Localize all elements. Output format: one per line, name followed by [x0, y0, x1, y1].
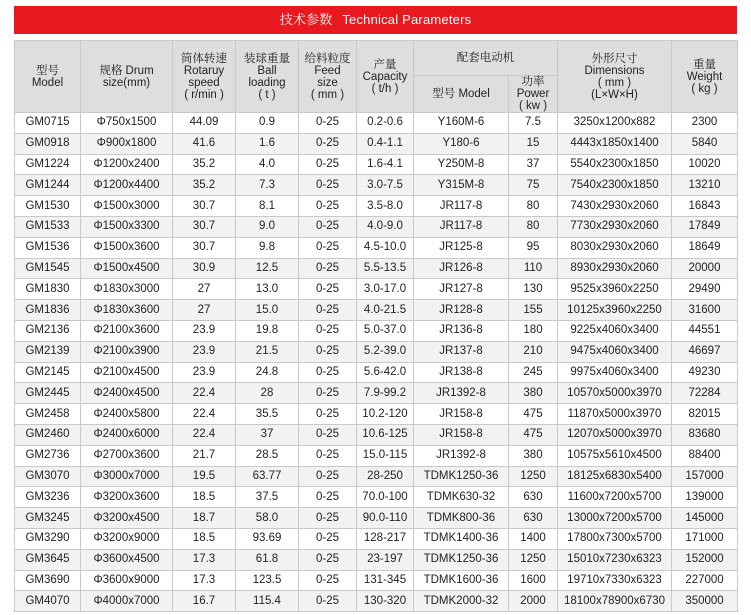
table-cell: 17849	[672, 216, 738, 237]
table-cell: 123.5	[236, 570, 299, 591]
table-row	[15, 424, 738, 445]
table-cell: GM1545	[15, 258, 81, 279]
table-cell: GM2136	[15, 320, 81, 341]
table-cell: 380	[509, 383, 558, 404]
table-cell: 0-25	[299, 424, 357, 445]
table-cell: 10575x5610x4500	[558, 445, 672, 466]
table-cell: GM1830	[15, 279, 81, 300]
header-weight: 重量 Weight ( kg )	[672, 41, 738, 113]
table-cell: 9225x4060x3400	[558, 320, 672, 341]
table-cell: 5540x2300x1850	[558, 154, 672, 175]
table-cell: 0.4-1.1	[357, 133, 414, 154]
table-cell: 95	[509, 237, 558, 258]
table-cell: GM3690	[15, 570, 81, 591]
table-cell: 11600x7200x5700	[558, 487, 672, 508]
table-cell: 7.3	[236, 175, 299, 196]
table-cell: 155	[509, 300, 558, 321]
table-cell: TDMK1400-36	[414, 528, 509, 549]
table-row	[15, 175, 738, 196]
table-cell: 72284	[672, 383, 738, 404]
table-cell: 15.0	[236, 300, 299, 321]
table-cell: 1.6	[236, 133, 299, 154]
header-spec: 规格 Drum size(mm)	[81, 41, 173, 113]
table-cell: Φ1500x3300	[81, 216, 173, 237]
table-cell: 0-25	[299, 508, 357, 529]
table-cell: Y250M-8	[414, 154, 509, 175]
table-cell: 180	[509, 320, 558, 341]
table-cell: 21.7	[173, 445, 236, 466]
table-cell: 1.6-4.1	[357, 154, 414, 175]
table-cell: 29490	[672, 279, 738, 300]
table-cell: 0-25	[299, 549, 357, 570]
table-cell: 5.5-13.5	[357, 258, 414, 279]
table-cell: 19.8	[236, 320, 299, 341]
table-cell: Φ4000x7000	[81, 591, 173, 612]
table-cell: 19.5	[173, 466, 236, 487]
table-cell: 0-25	[299, 528, 357, 549]
table-cell: 227000	[672, 570, 738, 591]
table-cell: 0.2-0.6	[357, 113, 414, 134]
table-row	[15, 549, 738, 570]
table-cell: 30.7	[173, 196, 236, 217]
table-cell: Φ2400x5800	[81, 404, 173, 425]
table-cell: 2000	[509, 591, 558, 612]
table-cell: 1250	[509, 466, 558, 487]
table-cell: Φ2400x4500	[81, 383, 173, 404]
table-cell: Y315M-8	[414, 175, 509, 196]
table-cell: 0-25	[299, 383, 357, 404]
table-cell: TDMK1250-36	[414, 549, 509, 570]
table-cell: 245	[509, 362, 558, 383]
table-row	[15, 362, 738, 383]
table-cell: JR125-8	[414, 237, 509, 258]
table-cell: 63.77	[236, 466, 299, 487]
table-cell: 15.0-115	[357, 445, 414, 466]
table-row	[15, 300, 738, 321]
table-cell: 35.2	[173, 175, 236, 196]
table-cell: 23.9	[173, 341, 236, 362]
table-cell: GM2145	[15, 362, 81, 383]
table-cell: GM3645	[15, 549, 81, 570]
header-dimensions: 外形尺寸 Dimensions ( mm ) (L×W×H)	[558, 41, 672, 113]
table-cell: 0-25	[299, 133, 357, 154]
table-row	[15, 279, 738, 300]
table-cell: GM0715	[15, 113, 81, 134]
table-cell: 9.8	[236, 237, 299, 258]
table-cell: 7430x2930x2060	[558, 196, 672, 217]
table-row	[15, 258, 738, 279]
table-cell: 31600	[672, 300, 738, 321]
table-cell: TDMK1250-36	[414, 466, 509, 487]
header-power: 功率 Power ( kw )	[509, 76, 558, 113]
table-cell: GM0918	[15, 133, 81, 154]
table-cell: JR137-8	[414, 341, 509, 362]
table-title	[14, 6, 737, 34]
table-cell: GM1533	[15, 216, 81, 237]
table-cell: 3.0-17.0	[357, 279, 414, 300]
table-row	[15, 133, 738, 154]
table-cell: 9525x3960x2250	[558, 279, 672, 300]
table-cell: 0-25	[299, 591, 357, 612]
table-cell: TDMK630-32	[414, 487, 509, 508]
table-cell: Φ3200x4500	[81, 508, 173, 529]
table-cell: 8.1	[236, 196, 299, 217]
table-cell: Φ1200x4400	[81, 175, 173, 196]
table-cell: 8030x2930x2060	[558, 237, 672, 258]
table-cell: 16.7	[173, 591, 236, 612]
table-cell: GM2139	[15, 341, 81, 362]
table-row	[15, 528, 738, 549]
table-cell: 130-320	[357, 591, 414, 612]
table-cell: 8930x2930x2060	[558, 258, 672, 279]
table-row	[15, 570, 738, 591]
table-cell: JR1392-8	[414, 383, 509, 404]
table-cell: 5.6-42.0	[357, 362, 414, 383]
table-cell: 4443x1850x1400	[558, 133, 672, 154]
table-cell: 0-25	[299, 466, 357, 487]
table-cell: 139000	[672, 487, 738, 508]
table-row	[15, 196, 738, 217]
table-cell: 9975x4060x3400	[558, 362, 672, 383]
table-cell: Y160M-6	[414, 113, 509, 134]
table-cell: GM1530	[15, 196, 81, 217]
table-cell: 37	[236, 424, 299, 445]
table-row	[15, 113, 738, 134]
table-body	[15, 113, 738, 612]
header-ball-loading: 装球重量 Ball loading ( t )	[236, 41, 299, 113]
table-cell: GM3070	[15, 466, 81, 487]
table-cell: 171000	[672, 528, 738, 549]
table-row	[15, 383, 738, 404]
table-cell: 7730x2930x2060	[558, 216, 672, 237]
table-cell: 18.7	[173, 508, 236, 529]
table-cell: 350000	[672, 591, 738, 612]
table-cell: 22.4	[173, 424, 236, 445]
table-cell: JR117-8	[414, 196, 509, 217]
table-cell: Φ1500x3000	[81, 196, 173, 217]
table-cell: 44551	[672, 320, 738, 341]
table-cell: 28	[236, 383, 299, 404]
table-cell: 22.4	[173, 383, 236, 404]
table-cell: 4.5-10.0	[357, 237, 414, 258]
table-cell: Φ2100x3900	[81, 341, 173, 362]
table-cell: 37	[509, 154, 558, 175]
table-row	[15, 466, 738, 487]
table-cell: GM3290	[15, 528, 81, 549]
table-cell: 0.9	[236, 113, 299, 134]
table-cell: 9.0	[236, 216, 299, 237]
table-cell: 0-25	[299, 154, 357, 175]
table-cell: 18.5	[173, 528, 236, 549]
table-cell: 475	[509, 404, 558, 425]
table-cell: Φ3200x9000	[81, 528, 173, 549]
table-cell: 7540x2300x1850	[558, 175, 672, 196]
table-cell: JR158-8	[414, 404, 509, 425]
table-cell: GM4070	[15, 591, 81, 612]
table-cell: 131-345	[357, 570, 414, 591]
table-cell: Φ900x1800	[81, 133, 173, 154]
table-cell: GM1536	[15, 237, 81, 258]
table-cell: 35.2	[173, 154, 236, 175]
table-cell: Φ3200x3600	[81, 487, 173, 508]
table-cell: 18.5	[173, 487, 236, 508]
table-cell: 1400	[509, 528, 558, 549]
table-cell: 630	[509, 487, 558, 508]
table-cell: 41.6	[173, 133, 236, 154]
table-cell: JR117-8	[414, 216, 509, 237]
table-cell: 16843	[672, 196, 738, 217]
table-cell: 5840	[672, 133, 738, 154]
table-cell: 13210	[672, 175, 738, 196]
table-cell: 30.9	[173, 258, 236, 279]
header-motor: 配套电动机	[414, 41, 558, 76]
table-cell: GM3245	[15, 508, 81, 529]
table-cell: 3250x1200x882	[558, 113, 672, 134]
table-cell: 44.09	[173, 113, 236, 134]
table-cell: 0-25	[299, 341, 357, 362]
table-cell: 61.8	[236, 549, 299, 570]
table-cell: 11870x5000x3970	[558, 404, 672, 425]
table-row	[15, 320, 738, 341]
table-cell: 1600	[509, 570, 558, 591]
table-cell: GM1224	[15, 154, 81, 175]
table-row	[15, 404, 738, 425]
table-cell: 152000	[672, 549, 738, 570]
table-cell: Φ1830x3000	[81, 279, 173, 300]
table-cell: 630	[509, 508, 558, 529]
table-cell: 10125x3960x2250	[558, 300, 672, 321]
table-cell: 12070x5000x3970	[558, 424, 672, 445]
table-cell: Φ3600x4500	[81, 549, 173, 570]
table-cell: 0-25	[299, 196, 357, 217]
table-cell: 0-25	[299, 570, 357, 591]
table-cell: 18125x6830x5400	[558, 466, 672, 487]
table-cell: GM1836	[15, 300, 81, 321]
table-cell: 83680	[672, 424, 738, 445]
table-cell: 30.7	[173, 237, 236, 258]
table-cell: GM2736	[15, 445, 81, 466]
table-cell: 0-25	[299, 258, 357, 279]
table-cell: Φ3000x7000	[81, 466, 173, 487]
table-cell: 49230	[672, 362, 738, 383]
table-cell: JR138-8	[414, 362, 509, 383]
title-cn: 技术参数	[279, 12, 333, 27]
table-cell: 0-25	[299, 113, 357, 134]
table-cell: 7.5	[509, 113, 558, 134]
table-cell: 115.4	[236, 591, 299, 612]
table-row	[15, 154, 738, 175]
table-cell: 7.9-99.2	[357, 383, 414, 404]
table-cell: 23-197	[357, 549, 414, 570]
table-cell: TDMK1600-36	[414, 570, 509, 591]
table-cell: 90.0-110	[357, 508, 414, 529]
table-cell: 13000x7200x5700	[558, 508, 672, 529]
header-row	[15, 41, 738, 76]
table-cell: JR127-8	[414, 279, 509, 300]
table-row	[15, 237, 738, 258]
table-cell: 0-25	[299, 320, 357, 341]
table-cell: 21.5	[236, 341, 299, 362]
table-cell: 17.3	[173, 549, 236, 570]
table-cell: 27	[173, 279, 236, 300]
table-cell: 475	[509, 424, 558, 445]
table-cell: 4.0-21.5	[357, 300, 414, 321]
table-cell: Φ1500x4500	[81, 258, 173, 279]
table-cell: 10.2-120	[357, 404, 414, 425]
header-feed-size: 给料粒度 Feed size ( mm )	[299, 41, 357, 113]
table-cell: 37.5	[236, 487, 299, 508]
table-cell: 19710x7330x6323	[558, 570, 672, 591]
table-cell: 15	[509, 133, 558, 154]
table-cell: 28.5	[236, 445, 299, 466]
table-cell: 23.9	[173, 320, 236, 341]
table-cell: 10020	[672, 154, 738, 175]
table-cell: 2300	[672, 113, 738, 134]
table-row	[15, 508, 738, 529]
table-cell: 380	[509, 445, 558, 466]
table-cell: 1250	[509, 549, 558, 570]
table-cell: 4.0	[236, 154, 299, 175]
table-cell: JR128-8	[414, 300, 509, 321]
technical-parameters-table	[14, 40, 738, 612]
table-cell: JR1392-8	[414, 445, 509, 466]
table-row	[15, 591, 738, 612]
table-cell: 0-25	[299, 404, 357, 425]
table-cell: 128-217	[357, 528, 414, 549]
header-capacity: 产量 Capacity ( t/h )	[357, 41, 414, 113]
table-row	[15, 341, 738, 362]
table-cell: TDMK800-36	[414, 508, 509, 529]
header-speed: 筒体转速 Rotaruy speed ( r/min )	[173, 41, 236, 113]
table-cell: 17.3	[173, 570, 236, 591]
table-cell: 145000	[672, 508, 738, 529]
table-cell: Φ2100x3600	[81, 320, 173, 341]
table-cell: JR126-8	[414, 258, 509, 279]
table-cell: 13.0	[236, 279, 299, 300]
table-cell: 20000	[672, 258, 738, 279]
table-row	[15, 445, 738, 466]
table-cell: 30.7	[173, 216, 236, 237]
table-cell: 12.5	[236, 258, 299, 279]
table-cell: 18649	[672, 237, 738, 258]
table-cell: 4.0-9.0	[357, 216, 414, 237]
table-cell: 27	[173, 300, 236, 321]
table-cell: 3.5-8.0	[357, 196, 414, 217]
table-cell: Φ2700x3600	[81, 445, 173, 466]
table-cell: 130	[509, 279, 558, 300]
header-motor-model: 型号 Model	[414, 76, 509, 113]
table-cell: 93.69	[236, 528, 299, 549]
table-cell: Φ1200x2400	[81, 154, 173, 175]
table-cell: 10.6-125	[357, 424, 414, 445]
table-cell: GM1244	[15, 175, 81, 196]
table-cell: Φ2100x4500	[81, 362, 173, 383]
table-cell: GM2460	[15, 424, 81, 445]
table-cell: 15010x7230x6323	[558, 549, 672, 570]
table-cell: 17800x7300x5700	[558, 528, 672, 549]
table-cell: 0-25	[299, 237, 357, 258]
table-cell: 0-25	[299, 279, 357, 300]
table-cell: Φ3600x9000	[81, 570, 173, 591]
table-cell: 75	[509, 175, 558, 196]
table-cell: 24.8	[236, 362, 299, 383]
table-cell: 18100x78900x6730	[558, 591, 672, 612]
table-cell: Φ2400x6000	[81, 424, 173, 445]
table-cell: GM3236	[15, 487, 81, 508]
table-cell: Φ1830x3600	[81, 300, 173, 321]
table-cell: 5.2-39.0	[357, 341, 414, 362]
table-cell: 110	[509, 258, 558, 279]
table-cell: JR158-8	[414, 424, 509, 445]
header-model: 型号 Model	[15, 41, 81, 113]
table-cell: 157000	[672, 466, 738, 487]
table-cell: 210	[509, 341, 558, 362]
table-cell: 0-25	[299, 487, 357, 508]
table-cell: 10570x5000x3970	[558, 383, 672, 404]
table-cell: TDMK2000-32	[414, 591, 509, 612]
table-cell: 82015	[672, 404, 738, 425]
table-cell: 28-250	[357, 466, 414, 487]
table-cell: 46697	[672, 341, 738, 362]
table-cell: 70.0-100	[357, 487, 414, 508]
table-cell: 9475x4060x3400	[558, 341, 672, 362]
table-cell: 80	[509, 216, 558, 237]
table-cell: 88400	[672, 445, 738, 466]
table-row	[15, 487, 738, 508]
table-cell: 3.0-7.5	[357, 175, 414, 196]
table-cell: 0-25	[299, 216, 357, 237]
table-cell: 22.4	[173, 404, 236, 425]
table-cell: 0-25	[299, 175, 357, 196]
table-cell: 5.0-37.0	[357, 320, 414, 341]
table-cell: Φ750x1500	[81, 113, 173, 134]
table-cell: 0-25	[299, 362, 357, 383]
table-cell: 0-25	[299, 445, 357, 466]
table-cell: GM2458	[15, 404, 81, 425]
table-cell: GM2445	[15, 383, 81, 404]
table-cell: 58.0	[236, 508, 299, 529]
table-cell: 0-25	[299, 300, 357, 321]
table-cell: 23.9	[173, 362, 236, 383]
table-cell: Y180-6	[414, 133, 509, 154]
table-cell: 35.5	[236, 404, 299, 425]
table-cell: Φ1500x3600	[81, 237, 173, 258]
table-cell: JR136-8	[414, 320, 509, 341]
table-row	[15, 216, 738, 237]
title-en: Technical Parameters	[342, 12, 472, 27]
table-cell: 80	[509, 196, 558, 217]
